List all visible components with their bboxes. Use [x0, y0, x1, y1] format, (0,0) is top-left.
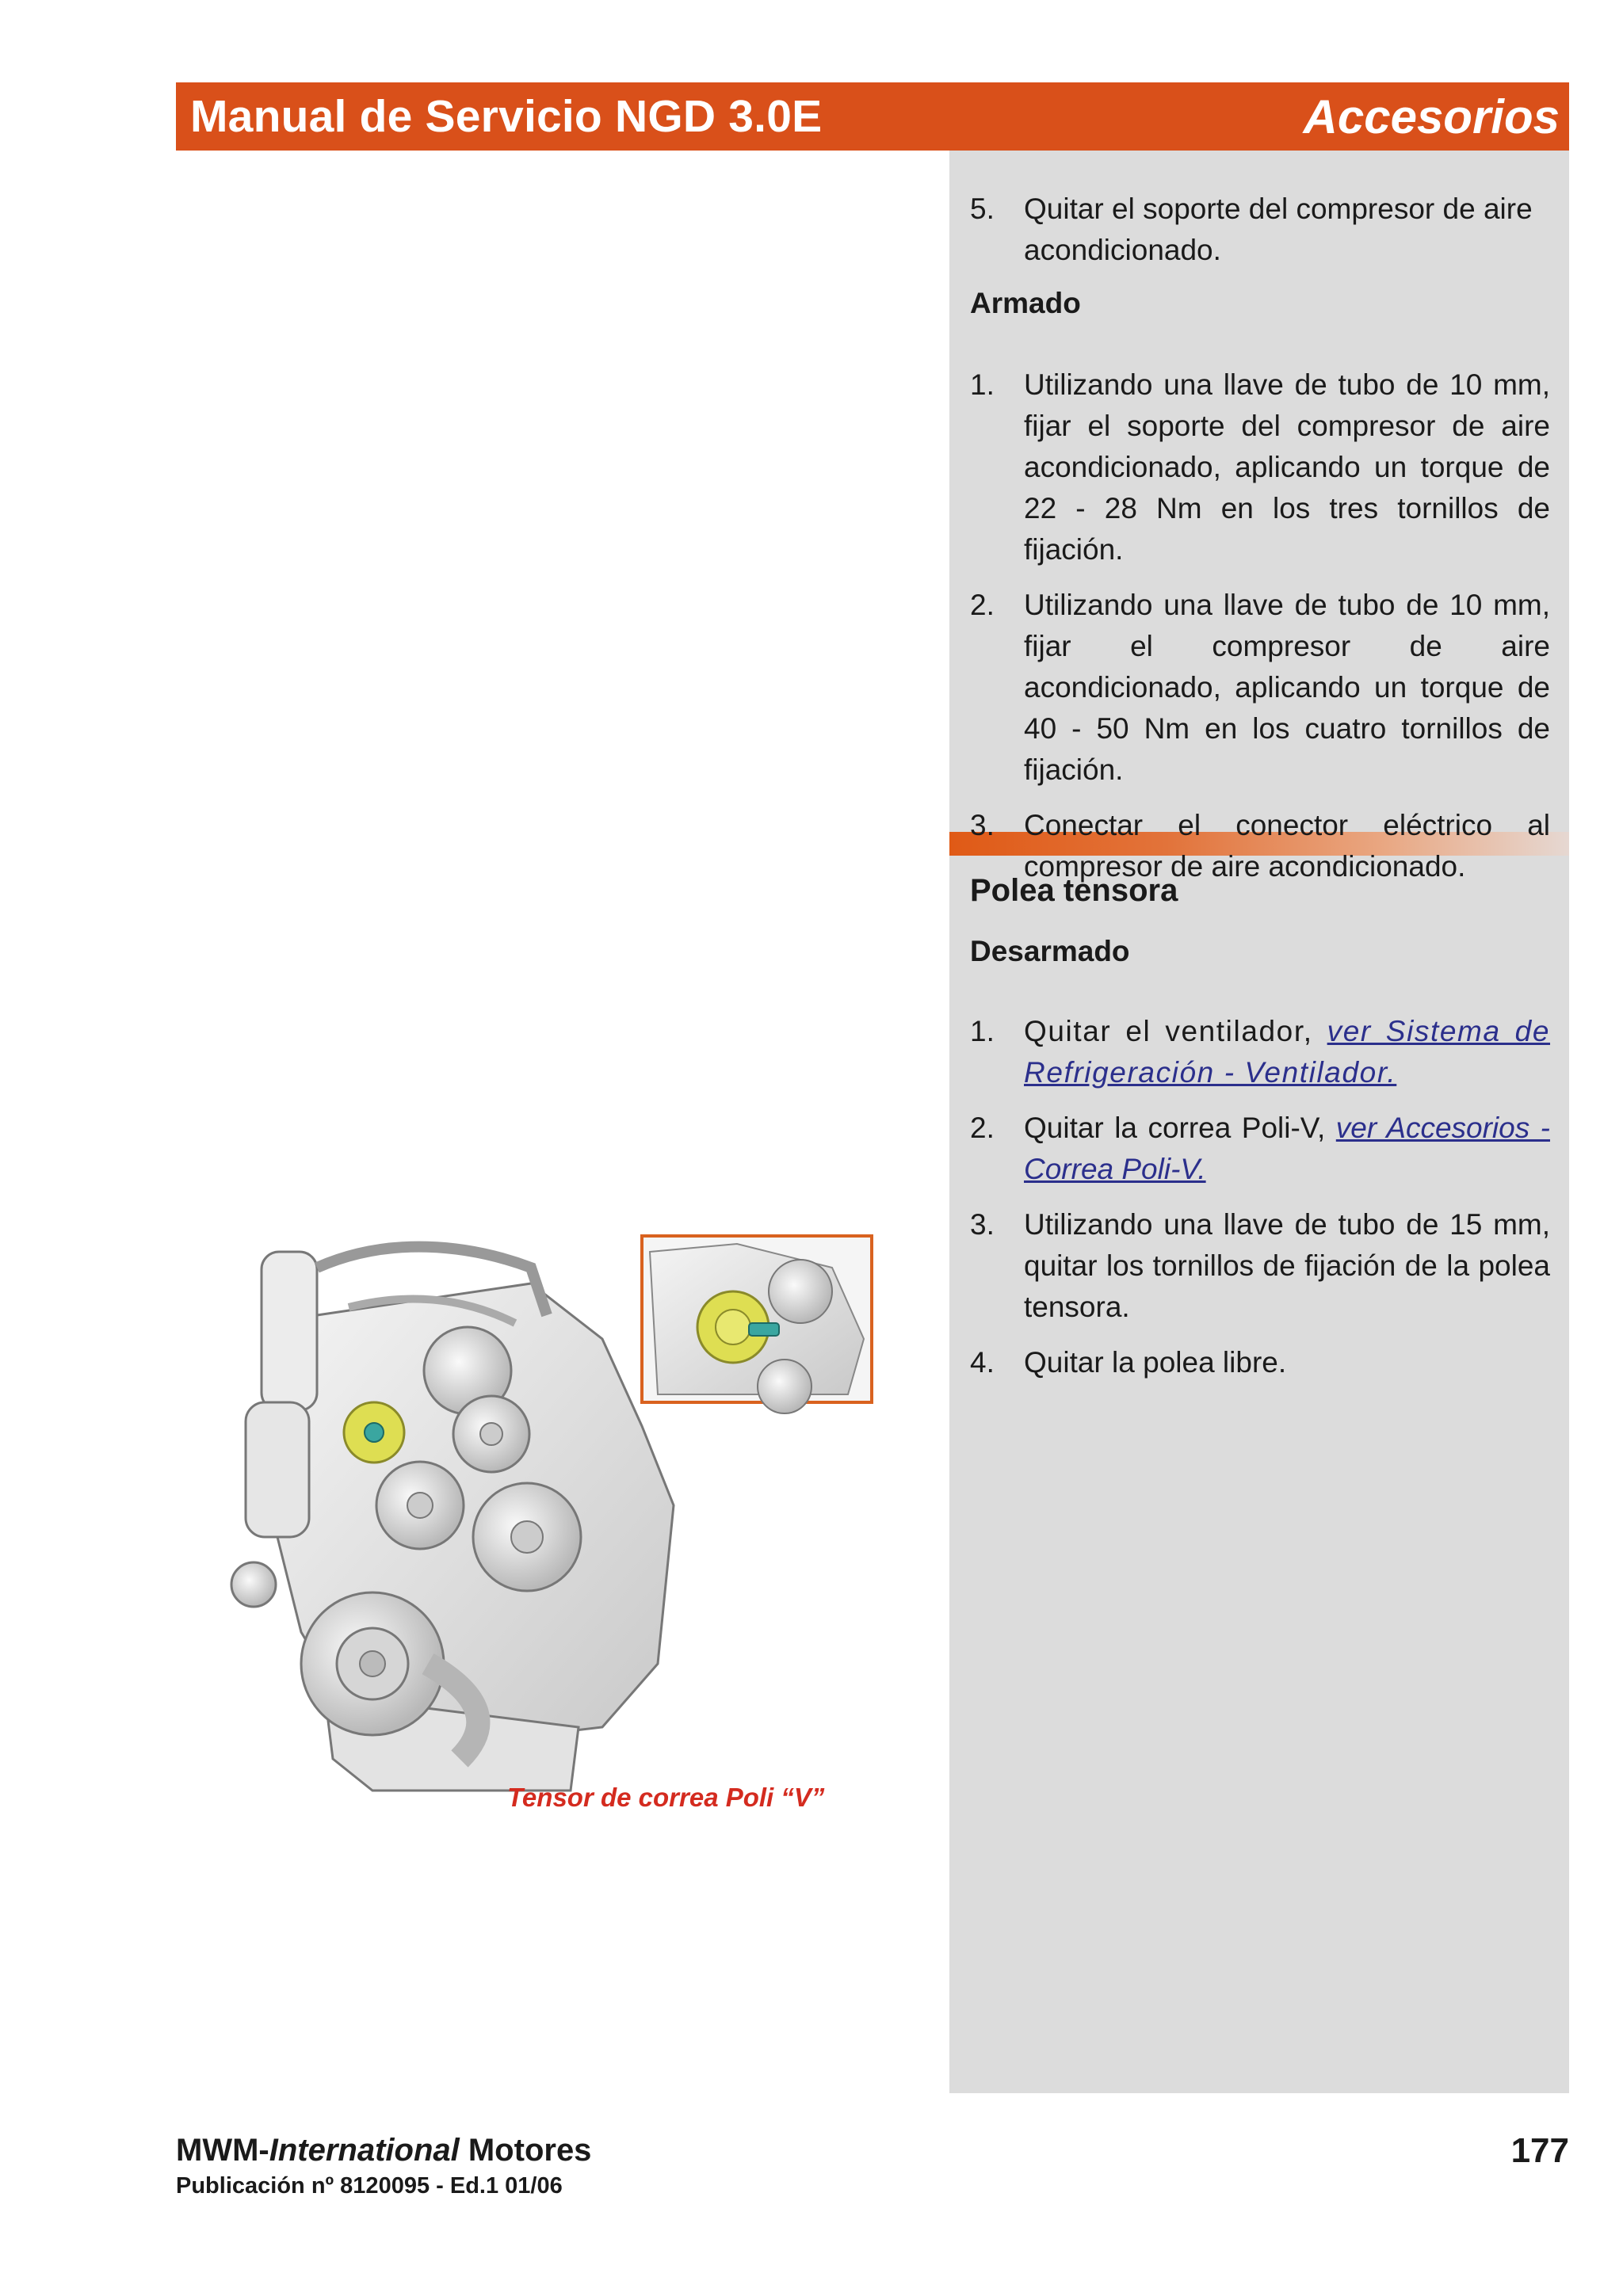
- list-item: [970, 189, 1550, 271]
- step-number: 1.: [970, 368, 995, 401]
- step-number: 3.: [970, 809, 995, 841]
- list-item: [970, 1342, 1550, 1383]
- step-text: Conectar el conector eléctrico al compresor de aire acondicionado.: [1024, 809, 1550, 883]
- step-text: Quitar el ventilador, ver Sistema de Refrigeración - Ventilador.: [1024, 1015, 1551, 1089]
- page-header: [176, 82, 1569, 151]
- section-title: Accesorios: [1303, 90, 1560, 143]
- link-sistema-refrigeracion[interactable]: ver Sistema de Refrigeración - Ventilador.: [1024, 1015, 1551, 1089]
- step-number: 3.: [970, 1208, 995, 1241]
- armado-heading: Armado: [970, 287, 1081, 319]
- step-number: 2.: [970, 589, 995, 621]
- step-text: Quitar el soporte del compresor de aire acondicionado.: [1024, 193, 1533, 266]
- footer-publisher: [176, 2133, 591, 2199]
- list-item: [970, 1011, 1550, 1093]
- publication-number: Publicación nº 8120095 - Ed.1 01/06: [176, 2173, 563, 2199]
- page-number: 177: [1510, 2131, 1569, 2170]
- list-item: [970, 585, 1550, 791]
- step-text: Utilizando una llave de tubo de 10 mm, fijar el soporte del compresor de aire acondicionado, aplicando un torque de 22 - 28 Nm en los tres tornillos de fijación.: [1024, 368, 1550, 566]
- step-number: 5.: [970, 193, 995, 225]
- step-text: Utilizando una llave de tubo de 10 mm, fijar el compresor de aire acondicionado, aplicando un torque de 40 - 50 Nm en los cuatro tornillos de fijación.: [1024, 589, 1550, 786]
- engine-figure: [230, 1220, 896, 1854]
- desarmado-heading: Desarmado: [970, 935, 1130, 967]
- engine-illustration: [230, 1220, 896, 1854]
- publisher-name: MWM-International Motores: [176, 2133, 592, 2168]
- polea-tensora-title: Polea tensora: [970, 873, 1178, 908]
- step-number: 1.: [970, 1015, 995, 1047]
- step-number: 4.: [970, 1346, 995, 1379]
- desarmado-steps: [970, 1011, 1550, 1398]
- step-text: Utilizando una llave de tubo de 15 mm, quitar los tornillos de fijación de la polea tensora.: [1024, 1208, 1550, 1323]
- list-item: [970, 1204, 1550, 1328]
- step-text: Quitar la correa Poli-V, ver Accesorios - Correa Poli-V.: [1024, 1112, 1550, 1185]
- list-item: [970, 1108, 1550, 1190]
- manual-title: Manual de Servicio NGD 3.0E: [190, 91, 823, 142]
- step-text: Quitar la polea libre.: [1024, 1346, 1287, 1379]
- disassembly-step-5: [970, 189, 1550, 285]
- armado-steps: [970, 364, 1550, 902]
- step-number: 2.: [970, 1112, 995, 1144]
- link-correa-poli-v[interactable]: ver Accesorios - Correa Poli-V.: [1024, 1112, 1550, 1185]
- figure-caption: Tensor de correa Poli “V”: [507, 1783, 825, 1812]
- list-item: [970, 364, 1550, 570]
